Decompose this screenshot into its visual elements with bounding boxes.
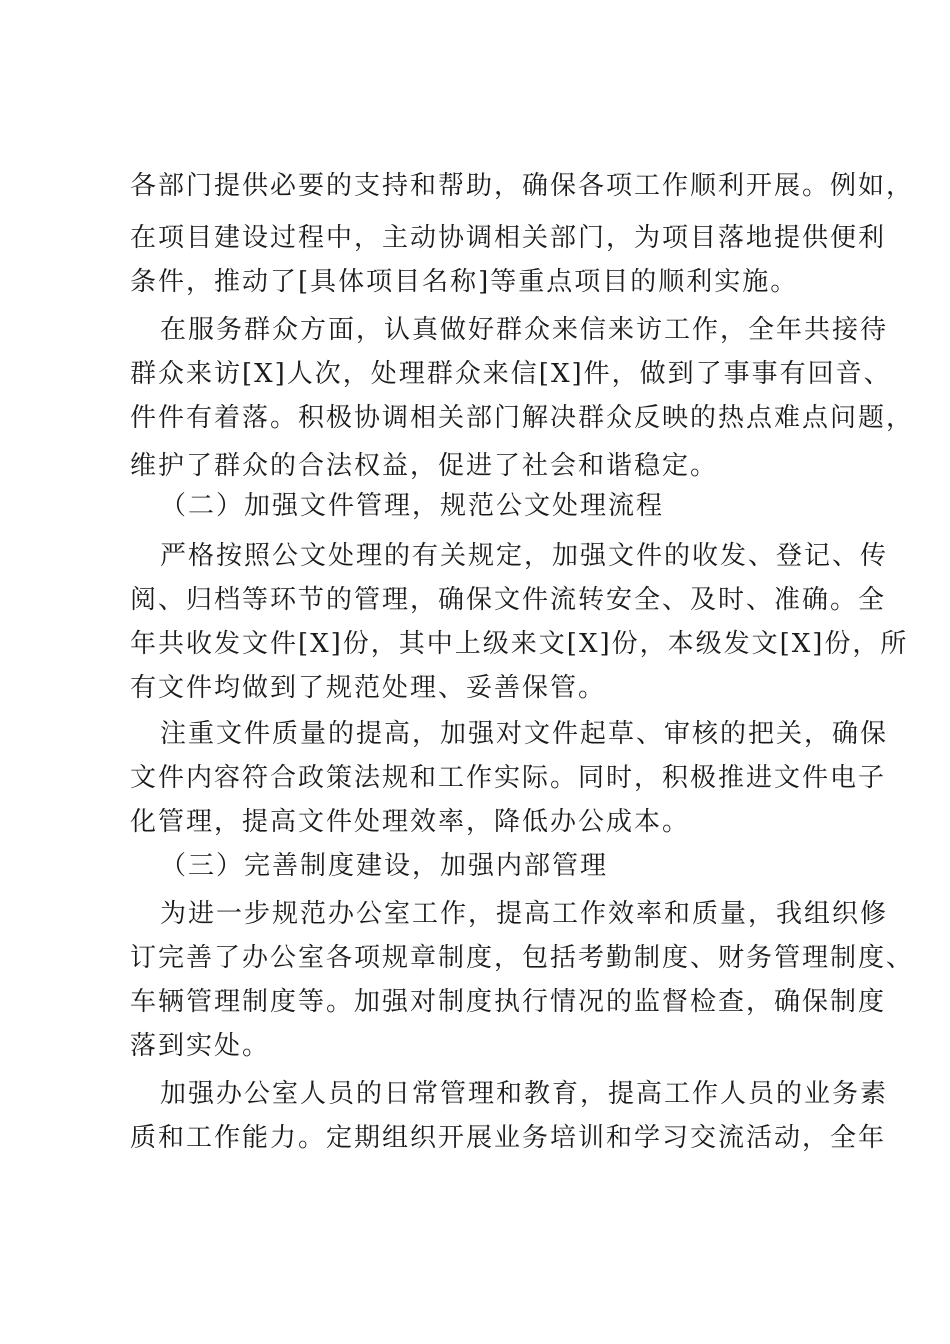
paragraph-line: 落到实处。 (130, 1031, 271, 1061)
paragraph-line: 阅、归档等环节的管理，确保文件流转安全、及时、准确。全 (130, 585, 887, 615)
paragraph-line: 各部门提供必要的支持和帮助，确保各项工作顺利开展。例如， (130, 171, 915, 201)
section-heading: （三）完善制度建设，加强内部管理 (160, 851, 609, 881)
paragraph-line: 注重文件质量的提高，加强对文件起草、审核的把关，确保 (160, 719, 889, 749)
paragraph-line: 群众来访[X]人次，处理群众来信[X]件，做到了事事有回音、 (130, 359, 892, 389)
paragraph-line: 有文件均做到了规范处理、妥善保管。 (130, 673, 607, 703)
paragraph-line: 严格按照公文处理的有关规定，加强文件的收发、登记、传 (160, 541, 889, 571)
paragraph-line: 订完善了办公室各项规章制度，包括考勤制度、财务管理制度、 (130, 943, 915, 973)
paragraph-line: 年共收发文件[X]份，其中上级来文[X]份，本级发文[X]份，所 (130, 629, 909, 659)
paragraph-line: 条件，推动了[具体项目名称]等重点项目的顺利实施。 (130, 267, 799, 297)
paragraph-line: 维护了群众的合法权益，促进了社会和谐稳定。 (130, 451, 719, 481)
paragraph-line: 为进一步规范办公室工作，提高工作效率和质量，我组织修 (160, 899, 889, 929)
paragraph-line: 车辆管理制度等。加强对制度执行情况的监督检查，确保制度 (130, 987, 887, 1017)
paragraph-line: 在项目建设过程中，主动协调相关部门，为项目落地提供便利 (130, 223, 887, 253)
paragraph-line: 在服务群众方面，认真做好群众来信来访工作，全年共接待 (160, 315, 889, 345)
section-heading: （二）加强文件管理，规范公文处理流程 (160, 491, 665, 521)
paragraph-line: 件件有着落。积极协调相关部门解决群众反映的热点难点问题， (130, 403, 915, 433)
paragraph-line: 质和工作能力。定期组织开展业务培训和学习交流活动，全年 (130, 1123, 887, 1153)
paragraph-line: 文件内容符合政策法规和工作实际。同时，积极推进文件电子 (130, 763, 887, 793)
paragraph-line: 化管理，提高文件处理效率，降低办公成本。 (130, 807, 691, 837)
paragraph-line: 加强办公室人员的日常管理和教育，提高工作人员的业务素 (160, 1079, 889, 1109)
